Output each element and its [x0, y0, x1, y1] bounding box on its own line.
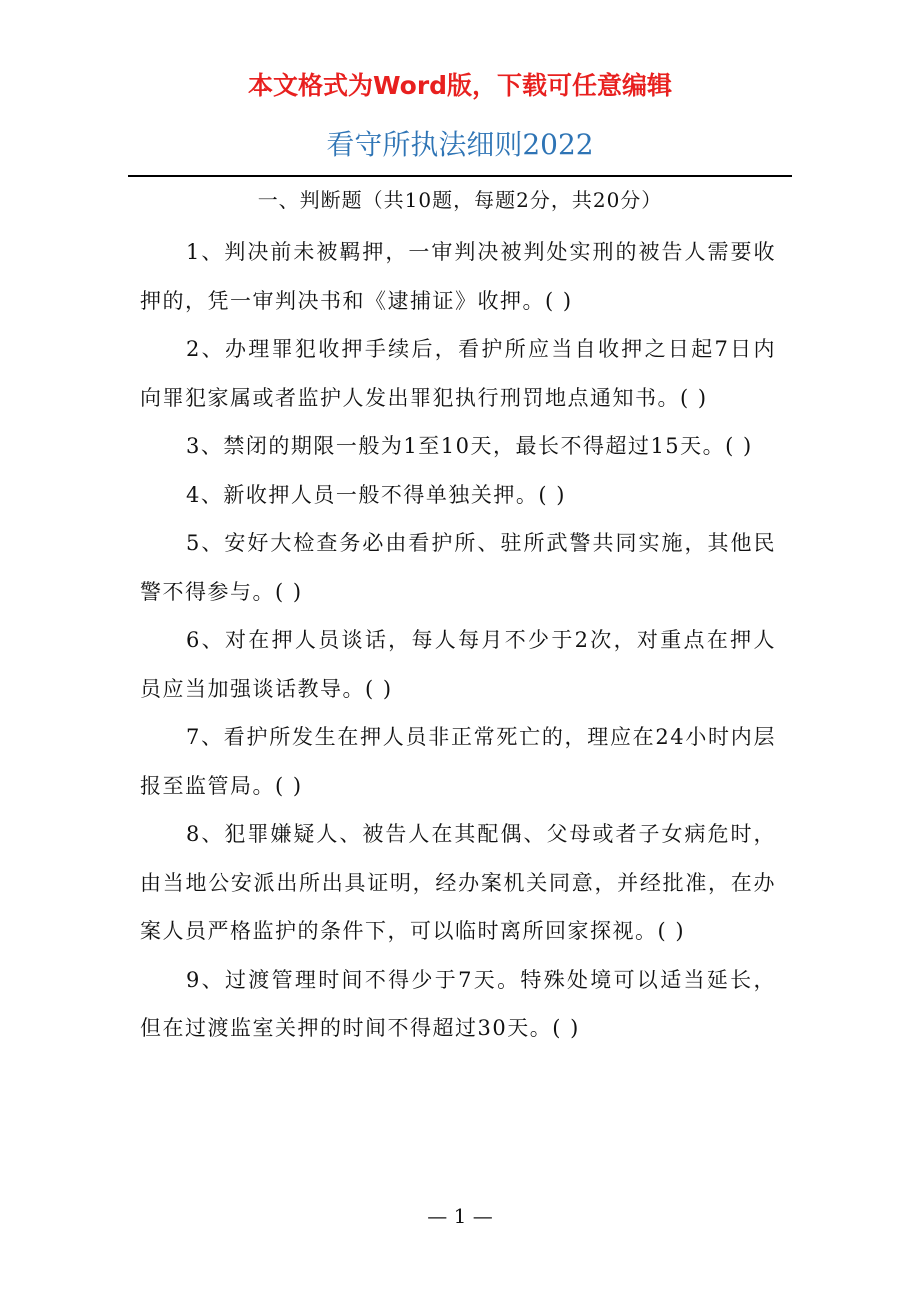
download-banner: 本文格式为Word版，下载可任意编辑 — [247, 71, 673, 100]
question-3: 3、禁闭的期限一般为1至10天，最长不得超过15天。( ) — [186, 434, 753, 458]
question-5: 5、安好大检查务必由看护所、驻所武警共同实施，其他民警不得参与。( ) — [140, 531, 776, 604]
section-heading: 一、判断题（共10题，每题2分，共20分） — [257, 188, 663, 212]
document-title: 看守所执法细则2022 — [326, 128, 594, 161]
question-1: 1、判决前未被羁押，一审判决被判处实刑的被告人需要收押的，凭一审判决书和《逮捕证》收押。( ) — [140, 240, 776, 313]
question-8: 8、犯罪嫌疑人、被告人在其配偶、父母或者子女病危时，由当地公安派出所出具证明，经办案机关同意，并经批准，在办案人员严格监护的条件下，可以临时离所回家探视。( ) — [140, 822, 776, 943]
question-7: 7、看护所发生在押人员非正常死亡的，理应在24小时内层报至监管局。( ) — [140, 725, 776, 798]
page-number: — 1 — — [427, 1204, 493, 1228]
question-9: 9、过渡管理时间不得少于7天。特殊处境可以适当延长，但在过渡监室关押的时间不得超过30天。( ) — [140, 967, 776, 1040]
title-divider — [128, 175, 792, 177]
question-6: 6、对在押人员谈话，每人每月不少于2次，对重点在押人员应当加强谈话教导。( ) — [140, 628, 776, 701]
question-4: 4、新收押人员一般不得单独关押。( ) — [186, 482, 566, 507]
question-2: 2、办理罪犯收押手续后，看护所应当自收押之日起7日内向罪犯家属或者监护人发出罪犯执行刑罚地点通知书。( ) — [140, 337, 776, 410]
question-list — [140, 228, 776, 1053]
